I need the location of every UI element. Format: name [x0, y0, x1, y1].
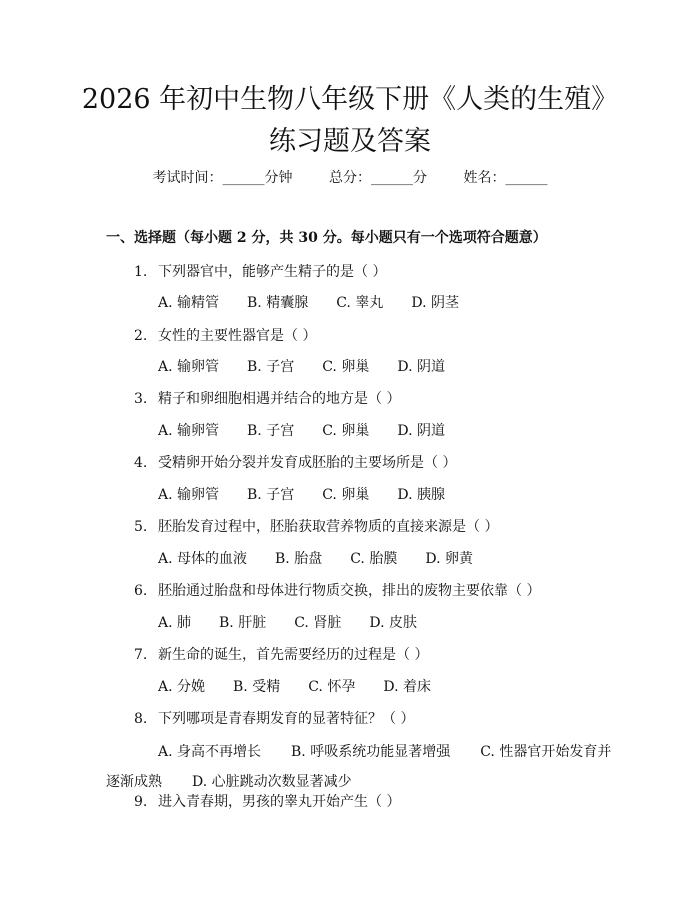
- option-b: B. 胎盘: [275, 551, 323, 567]
- question-number: 6.: [134, 583, 148, 599]
- question-number: 4.: [134, 455, 148, 471]
- option-c: C. 肾脏: [294, 615, 342, 631]
- option-c: C. 胎膜: [350, 551, 398, 567]
- exam-time-field: 考试时间：______分钟: [152, 170, 293, 186]
- option-a: A. 肺: [158, 615, 192, 631]
- student-name-field: 姓名：______: [463, 170, 548, 186]
- total-score-field: 总分：______分: [329, 170, 427, 186]
- option-b: B. 肝脏: [219, 615, 267, 631]
- question-text: 受精卵开始分裂并发育成胚胎的主要场所是（ ）: [158, 455, 457, 471]
- option-d: D. 皮肤: [369, 615, 417, 631]
- option-b: B. 呼吸系统功能显著增强: [291, 744, 451, 760]
- option-c: C. 睾丸: [336, 295, 384, 311]
- document-title-line-1: 2026 年初中生物八年级下册《人类的生殖》: [81, 84, 619, 115]
- option-a: A. 母体的血液: [158, 551, 248, 567]
- question-7-options: [158, 677, 459, 697]
- question-text: 胚胎通过胎盘和母体进行物质交换，排出的废物主要依靠（ ）: [158, 583, 541, 599]
- question-text: 进入青春期，男孩的睾丸开始产生（ ）: [158, 794, 401, 810]
- question-1-options: [158, 293, 487, 313]
- question-5: [134, 517, 498, 537]
- option-a: A. 身高不再增长: [158, 744, 262, 760]
- option-a: A. 输卵管: [158, 423, 220, 439]
- option-d: D. 阴道: [397, 423, 445, 439]
- question-number: 9.: [134, 794, 148, 810]
- option-d: D. 阴道: [397, 359, 445, 375]
- option-c: C. 卵巢: [322, 423, 370, 439]
- question-7: [134, 645, 428, 665]
- question-4: [134, 453, 456, 473]
- question-6: [134, 581, 540, 601]
- option-a: A. 输精管: [158, 295, 220, 311]
- section-title: 一、选择题（每小题 2 分，共 30 分。每小题只有一个选项符合题意）: [106, 230, 547, 246]
- option-b: B. 精囊腺: [247, 295, 309, 311]
- question-number: 5.: [134, 519, 148, 535]
- option-d: D. 着床: [383, 679, 431, 695]
- option-c: C. 怀孕: [308, 679, 356, 695]
- question-text: 下列器官中，能够产生精子的是（ ）: [158, 264, 387, 280]
- option-c: C. 卵巢: [322, 359, 370, 375]
- question-4-options: [158, 485, 473, 505]
- question-5-options: [158, 549, 501, 569]
- question-2: [134, 326, 316, 346]
- question-number: 3.: [134, 391, 148, 407]
- option-d: D. 阴茎: [411, 295, 459, 311]
- option-b: B. 子宫: [247, 423, 295, 439]
- question-text: 胚胎发育过程中，胚胎获取营养物质的直接来源是（ ）: [158, 519, 499, 535]
- question-8-options: [106, 737, 624, 797]
- exam-meta: [0, 168, 700, 188]
- option-c: C. 性器官开始发育并逐渐成熟: [106, 744, 612, 790]
- document-title-line-2: 练习题及答案: [269, 126, 431, 157]
- option-a: A. 输卵管: [158, 359, 220, 375]
- option-d: D. 卵黄: [425, 551, 473, 567]
- option-b: B. 受精: [233, 679, 281, 695]
- option-b: B. 子宫: [247, 487, 295, 503]
- question-2-options: [158, 357, 473, 377]
- question-8: [134, 709, 414, 729]
- option-d: D. 胰腺: [397, 487, 445, 503]
- option-d: D. 心脏跳动次数显著减少: [192, 774, 352, 790]
- question-text: 新生命的诞生，首先需要经历的过程是（ ）: [158, 647, 429, 663]
- question-text: 精子和卵细胞相遇并结合的地方是（ ）: [158, 391, 401, 407]
- question-number: 2.: [134, 328, 148, 344]
- question-3-options: [158, 421, 473, 441]
- question-text: 女性的主要性器官是（ ）: [158, 328, 317, 344]
- option-a: A. 输卵管: [158, 487, 220, 503]
- option-c: C. 卵巢: [322, 487, 370, 503]
- question-3: [134, 389, 400, 409]
- question-number: 8.: [134, 711, 148, 727]
- question-number: 1.: [134, 264, 148, 280]
- option-a: A. 分娩: [158, 679, 206, 695]
- question-text: 下列哪项是青春期发育的显著特征？（ ）: [158, 711, 415, 727]
- question-6-options: [158, 613, 445, 633]
- question-1: [134, 262, 386, 282]
- question-number: 7.: [134, 647, 148, 663]
- option-b: B. 子宫: [247, 359, 295, 375]
- question-9: [134, 792, 400, 812]
